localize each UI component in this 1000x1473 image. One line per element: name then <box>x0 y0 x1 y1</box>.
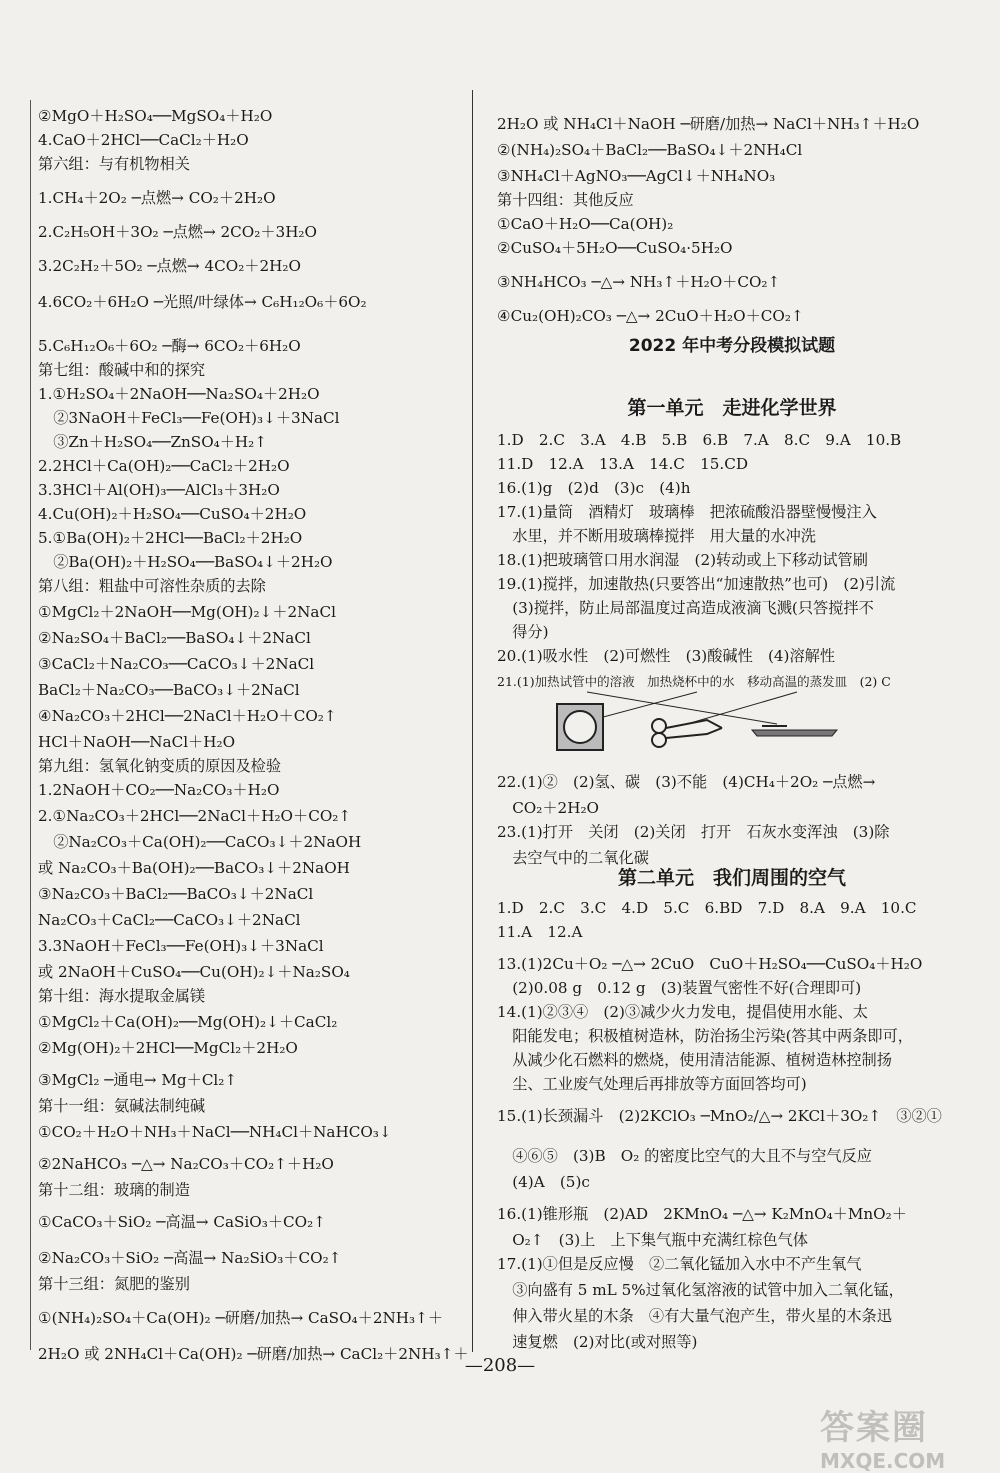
unit-1-title: 第一单元 走进化学世界 <box>627 397 837 419</box>
right-column-line: 去空气中的二氧化碳 <box>497 849 649 867</box>
left-column-line: 3.3HCl＋Al(OH)₃──AlCl₃＋3H₂O <box>38 481 280 499</box>
left-column-line: 3.3NaOH＋FeCl₃──Fe(OH)₃↓＋3NaCl <box>38 937 324 955</box>
right-column-line: ②CuSO₄＋5H₂O──CuSO₄·5H₂O <box>497 239 733 257</box>
right-column-line: (4)A (5)c <box>497 1173 590 1191</box>
right-column-line: 伸入带火星的木条 ④有大量气泡产生，带火星的木条迅 <box>497 1307 892 1325</box>
right-column-line: ④⑥⑤ (3)B O₂ 的密度比空气的大且不与空气反应 <box>497 1147 872 1165</box>
right-column-line: O₂↑ (3)上 上下集气瓶中充满红棕色气体 <box>497 1231 808 1249</box>
right-column-line: 尘、工业废气处理后再排放等方面回答均可) <box>497 1075 807 1093</box>
left-column-line: BaCl₂＋Na₂CO₃──BaCO₃↓＋2NaCl <box>38 681 300 699</box>
right-column-line: 17.(1)量筒 酒精灯 玻璃棒 把浓硫酸沿器壁慢慢注入 <box>497 503 877 521</box>
left-column-line: ②MgO＋H₂SO₄──MgSO₄＋H₂O <box>38 107 273 125</box>
left-column-line: 第十二组：玻璃的制造 <box>38 1181 190 1199</box>
right-column-line: 22.(1)② (2)氢、碳 (3)不能 (4)CH₄＋2O₂ ─点燃→ <box>497 773 876 791</box>
left-column-line: 第七组：酸碱中和的探究 <box>38 361 206 379</box>
right-column-line: 17.(1)①但是反应慢 ②二氧化锰加入水中不产生氧气 <box>497 1255 862 1273</box>
match-line-3 <box>687 692 797 724</box>
left-column-line: ②Na₂CO₃＋Ca(OH)₂──CaCO₃↓＋2NaOH <box>38 833 362 851</box>
right-column-line: 16.(1)锥形瓶 (2)AD 2KMnO₄ ─△→ K₂MnO₄＋MnO₂＋ <box>497 1205 907 1223</box>
left-column-line: ②Mg(OH)₂＋2HCl──MgCl₂＋2H₂O <box>38 1039 298 1057</box>
right-column-line: ③NH₄Cl＋AgNO₃──AgCl↓＋NH₄NO₃ <box>497 167 776 185</box>
right-column-line: 2H₂O 或 NH₄Cl＋NaOH ─研磨/加热→ NaCl＋NH₃↑＋H₂O <box>497 115 920 133</box>
left-column-line: 5.C₆H₁₂O₆＋6O₂ ─酶→ 6CO₂＋6H₂O <box>38 337 301 355</box>
left-column-line: 第九组：氢氧化钠变质的原因及检验 <box>38 757 281 775</box>
left-column-line: 或 Na₂CO₃＋Ba(OH)₂──BaCO₃↓＋2NaOH <box>38 859 350 877</box>
right-column-line: 16.(1)g (2)d (3)c (4)h <box>497 479 691 497</box>
left-column-line: HCl＋NaOH──NaCl＋H₂O <box>38 733 236 751</box>
q21-matching-figure <box>547 690 847 754</box>
left-column-line: ③MgCl₂ ─通电→ Mg＋Cl₂↑ <box>38 1071 238 1089</box>
left-column-line: 2.①Na₂CO₃＋2HCl──2NaCl＋H₂O＋CO₂↑ <box>38 807 352 825</box>
left-column-line: 2.2HCl＋Ca(OH)₂──CaCl₂＋2H₂O <box>38 457 290 475</box>
left-column-line: Na₂CO₃＋CaCl₂──CaCO₃↓＋2NaCl <box>38 911 301 929</box>
exam-title: 2022 年中考分段模拟试题 <box>628 336 836 356</box>
column-divider <box>472 90 473 1352</box>
crucible-tongs-icon <box>652 719 722 747</box>
right-column-line: 速复燃 (2)对比(或对照等) <box>497 1333 698 1351</box>
left-column-line: ①CaCO₃＋SiO₂ ─高温→ CaSiO₃＋CO₂↑ <box>38 1213 326 1231</box>
right-column-line: 第十四组：其他反应 <box>497 191 634 209</box>
right-column-line: 水里，并不断用玻璃棒搅拌 用大量的水冲洗 <box>497 527 816 545</box>
right-column-line: ③NH₄HCO₃ ─△→ NH₃↑＋H₂O＋CO₂↑ <box>497 273 781 291</box>
watermark-text: 答案圈 <box>820 1408 928 1448</box>
right-column-line: 15.(1)长颈漏斗 (2)2KClO₃ ─MnO₂/△→ 2KCl＋3O₂↑ ③②① <box>497 1107 942 1125</box>
left-column-line: 4.6CO₂＋6H₂O ─光照/叶绿体→ C₆H₁₂O₆＋6O₂ <box>38 293 367 311</box>
watermark <box>820 1400 980 1473</box>
right-column-line: ①CaO＋H₂O──Ca(OH)₂ <box>497 215 674 233</box>
left-column-line: ①MgCl₂＋Ca(OH)₂──Mg(OH)₂↓＋CaCl₂ <box>38 1013 338 1031</box>
left-margin-rule <box>30 100 31 1350</box>
left-column-line: ④Na₂CO₃＋2HCl──2NaCl＋H₂O＋CO₂↑ <box>38 707 337 725</box>
right-column-line: 13.(1)2Cu＋O₂ ─△→ 2CuO CuO＋H₂SO₄──CuSO₄＋H₂O <box>497 955 923 973</box>
right-column-line: 18.(1)把玻璃管口用水润湿 (2)转动或上下移动试管刷 <box>497 551 868 569</box>
left-column-line: 4.CaO＋2HCl──CaCl₂＋H₂O <box>38 131 249 149</box>
right-column-line: 11.D 12.A 13.A 14.C 15.CD <box>497 455 749 473</box>
watermark-url: MXQE.COM <box>820 1449 946 1473</box>
page-number: —208— <box>464 1355 536 1376</box>
right-column-line: (2)0.08 g 0.12 g (3)装置气密性不好(合理即可) <box>497 979 862 997</box>
wire-gauze-icon <box>557 704 603 750</box>
left-column-line: ③Na₂CO₃＋BaCl₂──BaCO₃↓＋2NaCl <box>38 885 314 903</box>
left-column-line: 1.2NaOH＋CO₂──Na₂CO₃＋H₂O <box>38 781 280 799</box>
left-column-line: 第十组：海水提取金属镁 <box>38 987 206 1005</box>
left-column-line: 2H₂O 或 2NH₄Cl＋Ca(OH)₂ ─研磨/加热→ CaCl₂＋2NH₃↑＋ <box>38 1345 469 1363</box>
left-column-line: 第十三组：氮肥的鉴别 <box>38 1275 190 1293</box>
left-column-line: ②Ba(OH)₂＋H₂SO₄──BaSO₄↓＋2H₂O <box>38 553 333 571</box>
left-column-line: 2.C₂H₅OH＋3O₂ ─点燃→ 2CO₂＋3H₂O <box>38 223 317 241</box>
left-column-line: ②3NaOH＋FeCl₃──Fe(OH)₃↓＋3NaCl <box>38 409 340 427</box>
left-column-line: 1.CH₄＋2O₂ ─点燃→ CO₂＋2H₂O <box>38 189 276 207</box>
right-column-line: 11.A 12.A <box>497 923 583 941</box>
q21-labels: 21.(1)加热试管中的溶液 加热烧杯中的水 移动高温的蒸发皿 (2) C <box>497 674 891 689</box>
left-column-line: 第八组：粗盐中可溶性杂质的去除 <box>38 577 266 595</box>
left-column-line: 3.2C₂H₂＋5O₂ ─点燃→ 4CO₂＋2H₂O <box>38 257 301 275</box>
left-column-line: ①MgCl₂＋2NaOH──Mg(OH)₂↓＋2NaCl <box>38 603 336 621</box>
match-line-1 <box>587 692 777 724</box>
left-column-line: 或 2NaOH＋CuSO₄──Cu(OH)₂↓＋Na₂SO₄ <box>38 963 350 981</box>
left-column-line: ②Na₂CO₃＋SiO₂ ─高温→ Na₂SiO₃＋CO₂↑ <box>38 1249 342 1267</box>
left-column-line: ③Zn＋H₂SO₄──ZnSO₄＋H₂↑ <box>38 433 267 451</box>
left-column-line: ②Na₂SO₄＋BaCl₂──BaSO₄↓＋2NaCl <box>38 629 311 647</box>
left-column-line: ①(NH₄)₂SO₄＋Ca(OH)₂ ─研磨/加热→ CaSO₄＋2NH₃↑＋ <box>38 1309 444 1327</box>
right-column-line: 19.(1)搅拌，加速散热(只要答出“加速散热”也可) (2)引流 <box>497 575 896 593</box>
left-column-line: ②2NaHCO₃ ─△→ Na₂CO₃＋CO₂↑＋H₂O <box>38 1155 334 1173</box>
right-column-line: 1.D 2.C 3.C 4.D 5.C 6.BD 7.D 8.A 9.A 10.C <box>497 899 917 917</box>
right-column-line: 20.(1)吸水性 (2)可燃性 (3)酸碱性 (4)溶解性 <box>497 647 836 665</box>
left-column-line: ③CaCl₂＋Na₂CO₃──CaCO₃↓＋2NaCl <box>38 655 315 673</box>
right-column-line: 得分) <box>497 623 549 641</box>
test-tube-holder-icon <box>752 726 837 736</box>
right-column-line: 14.(1)②③④ (2)③减少火力发电，提倡使用水能、太 <box>497 1003 868 1021</box>
right-column-line: ③向盛有 5 mL 5%过氧化氢溶液的试管中加入二氧化锰， <box>497 1281 904 1299</box>
right-column-line: 从减少化石燃料的燃烧，使用清洁能源、植树造林控制扬 <box>497 1051 892 1069</box>
unit-2-title: 第二单元 我们周围的空气 <box>617 867 846 889</box>
left-column-line: ①CO₂＋H₂O＋NH₃＋NaCl──NH₄Cl＋NaHCO₃↓ <box>38 1123 392 1141</box>
right-column-line: 23.(1)打开 关闭 (2)关闭 打开 石灰水变浑浊 (3)除 <box>497 823 890 841</box>
right-column-line: CO₂＋2H₂O <box>497 799 599 817</box>
right-column-line: ④Cu₂(OH)₂CO₃ ─△→ 2CuO＋H₂O＋CO₂↑ <box>497 307 804 325</box>
right-column-line: 阳能发电；积极植树造林，防治扬尘污染(答其中两条即可， <box>497 1027 913 1045</box>
left-column-line: 第六组：与有机物相关 <box>38 155 190 173</box>
left-column-line: 第十一组：氨碱法制纯碱 <box>38 1097 206 1115</box>
left-column-line: 4.Cu(OH)₂＋H₂SO₄──CuSO₄＋2H₂O <box>38 505 307 523</box>
right-column-line: ②(NH₄)₂SO₄＋BaCl₂──BaSO₄↓＋2NH₄Cl <box>497 141 803 159</box>
right-column-line: 1.D 2.C 3.A 4.B 5.B 6.B 7.A 8.C 9.A 10.B <box>497 431 902 449</box>
left-column-line: 1.①H₂SO₄＋2NaOH──Na₂SO₄＋2H₂O <box>38 385 320 403</box>
right-column-line: (3)搅拌，防止局部温度过高造成液滴飞溅(只答搅拌不 <box>497 599 874 617</box>
left-column-line: 5.①Ba(OH)₂＋2HCl──BaCl₂＋2H₂O <box>38 529 303 547</box>
